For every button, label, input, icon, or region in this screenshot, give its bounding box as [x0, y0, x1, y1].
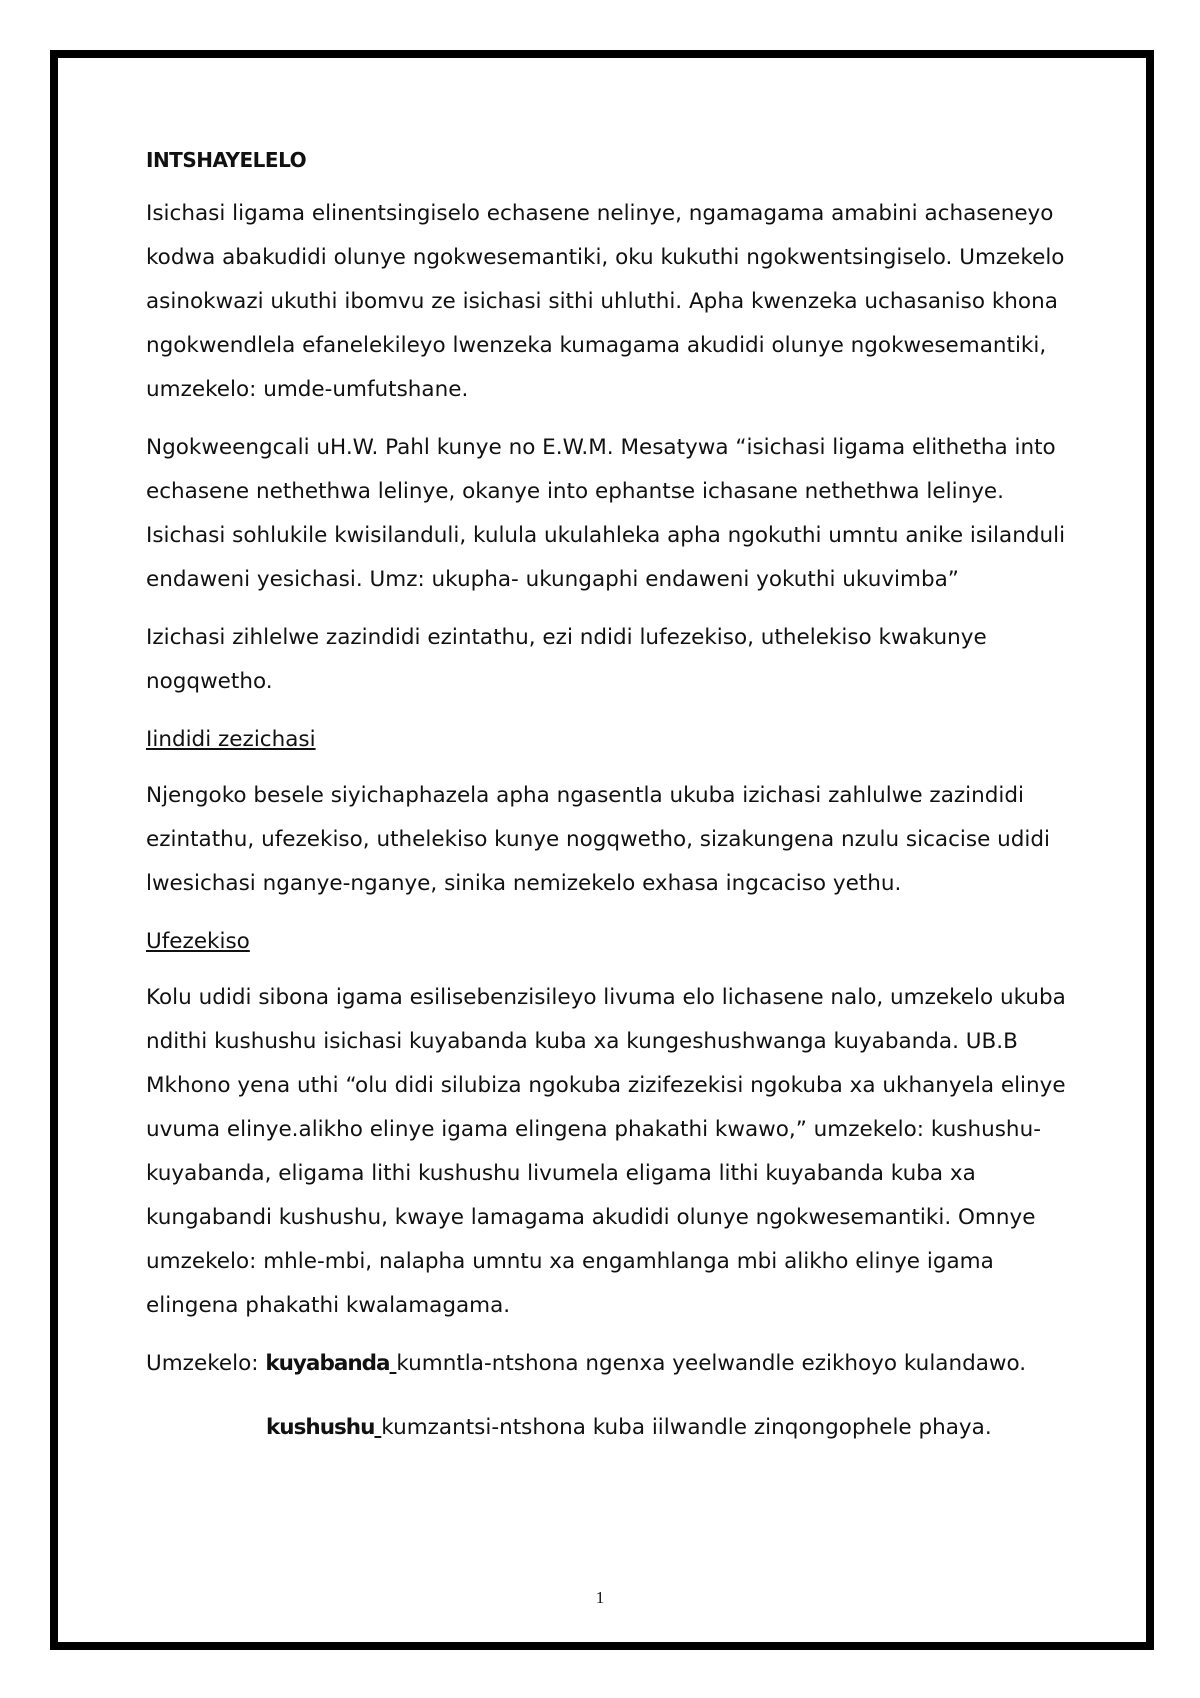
paragraph-experts: Ngokweengcali uH.W. Pahl kunye no E.W.M. Mesatywa “isichasi ligama elithetha into echasene nethethwa lelinye, okanye into ephantse ichasane nethethwa lelinye. Isichasi sohlukile kwisilanduli, kulula ukulahleka apha ngokuthi umntu anike isilanduli endaweni yesichasi. Umz: ukupha- ukungaphi endaweni yokuthi ukuvimba” [146, 435, 1066, 592]
paragraph-definition: Isichasi ligama elinentsingiselo echasene nelinye, ngamagama amabini achaseneyo kodwa abakudidi olunye ngokwesemantiki, oku kukuthi ngokwentsingiselo. Umzekelo asinokwazi ukuthi ibomvu ze isichasi sithi uhluthi. Apha kwenzeka uchasaniso khona ngokwendlela efanelekileyo lwenzeka kumagama akudidi olunye ngokwesemantiki, umzekelo: umde-umfutshane. [146, 201, 1065, 402]
page-number: 1 [595, 1588, 605, 1607]
example-text-2: kumzantsi-ntshona kuba iilwandle zinqongophele phaya. [381, 1415, 992, 1440]
paragraph-types: Njengoko besele siyichaphazela apha ngasentla ukuba izichasi zahlulwe zazindidi ezintathu, ufezekiso, uthelekiso kunye nogqwetho, sizakungena nzulu sicacise udidi lwesichasi nganye-nganye, sinika nemizekelo exhasa ingcaciso yethu. [146, 783, 1051, 896]
example-term-1: kuyabanda [265, 1351, 390, 1376]
paragraph-categories: Izichasi zihlelwe zazindidi ezintathu, ezi ndidi lufezekiso, uthelekiso kwakunye nogqwetho. [146, 625, 987, 694]
document-body [146, 148, 1066, 1470]
example-line-1 [146, 1342, 1066, 1386]
example-term-2: kushushu [266, 1415, 375, 1440]
example-text-1: kumntla-ntshona ngenxa yeelwandle ezikhoyo kulandawo. [396, 1351, 1027, 1376]
document-heading: INTSHAYELELO [146, 148, 307, 172]
section-heading-types: Iindidi zezichasi [146, 727, 316, 752]
section-heading-ufezekiso: Ufezekiso [146, 929, 250, 954]
example-line-2 [146, 1406, 1066, 1450]
paragraph-ufezekiso: Kolu udidi sibona igama esilisebenzisileyo livuma elo lichasene nalo, umzekelo ukuba ndithi kushushu isichasi kuyabanda kuba xa kungeshushwanga kuyabanda. UB.B Mkhono yena uthi “olu didi silubiza ngokuba zizifezekisi ngokuba xa ukhanyela elinye uvuma elinye.alikho elinye igama elingena phakathi kwawo,” umzekelo: kushushu-kuyabanda, eligama lithi kushushu livumela eligama lithi kuyabanda kuba xa kungabandi kushushu, kwaye lamagama akudidi olunye ngokwesemantiki. Omnye umzekelo: mhle-mbi, nalapha umntu xa engamhlanga mbi alikho elinye igama elingena phakathi kwalamagama. [146, 985, 1066, 1318]
example-prefix: Umzekelo: [146, 1351, 266, 1376]
